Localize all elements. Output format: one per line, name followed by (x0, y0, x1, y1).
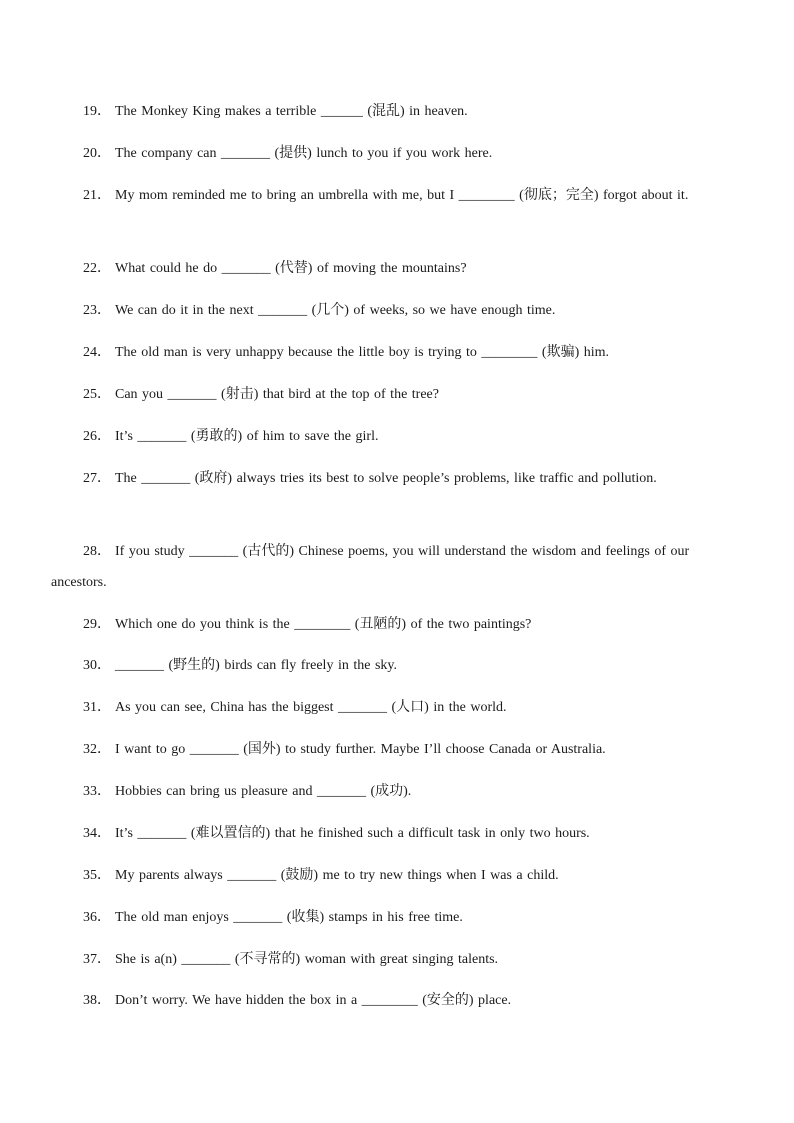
question-number: 33． (83, 784, 111, 799)
question-text: Which one do you think is the ________ (丑陋的) of the two paintings? (115, 617, 532, 632)
question-number: 31． (83, 700, 111, 715)
question-number: 19． (83, 104, 111, 119)
question-text: It’s _______ (难以置信的) that he finished such a difficult task in only two hours. (115, 826, 590, 841)
question-text: What could he do _______ (代替) of moving the mountains? (115, 261, 467, 276)
question-number: 21． (83, 188, 111, 203)
question-number: 24． (83, 345, 111, 360)
question-21 (51, 180, 696, 211)
question-text: If you study _______ (古代的) Chinese poems, you will understand the wisdom and feelings of our ancestors. (51, 544, 690, 590)
question-number: 22． (83, 261, 111, 276)
question-33 (51, 776, 696, 807)
question-26 (51, 421, 696, 452)
question-35 (51, 860, 696, 891)
question-number: 20． (83, 146, 111, 161)
question-text: The company can _______ (提供) lunch to you if you work here. (115, 146, 493, 161)
question-text: The old man enjoys _______ (收集) stamps in his free time. (115, 910, 463, 925)
question-text: Can you _______ (射击) that bird at the top of the tree? (115, 387, 439, 402)
question-36 (51, 902, 696, 933)
question-number: 28． (83, 544, 111, 559)
question-31 (51, 692, 696, 723)
question-number: 38． (83, 993, 111, 1008)
question-number: 26． (83, 429, 111, 444)
question-number: 36． (83, 910, 111, 925)
question-text: Hobbies can bring us pleasure and _______ (成功). (115, 784, 412, 799)
question-text: As you can see, China has the biggest _______ (人口) in the world. (115, 700, 507, 715)
question-text: _______ (野生的) birds can fly freely in the sky. (115, 658, 397, 673)
question-text: Don’t worry. We have hidden the box in a ________ (安全的) place. (115, 993, 512, 1008)
question-number: 32． (83, 742, 111, 757)
question-text: It’s _______ (勇敢的) of him to save the girl. (115, 429, 379, 444)
question-32 (51, 734, 696, 765)
question-text: My parents always _______ (鼓励) me to try new things when I was a child. (115, 868, 559, 883)
question-number: 30． (83, 658, 111, 673)
question-23 (51, 295, 696, 326)
question-28 (51, 536, 696, 598)
question-19 (51, 96, 696, 127)
question-38 (51, 985, 696, 1016)
question-number: 27． (83, 471, 111, 486)
question-25 (51, 379, 696, 410)
question-text: My mom reminded me to bring an umbrella with me, but I ________ (彻底；完全) forgot about it. (115, 188, 689, 203)
question-text: The Monkey King makes a terrible ______ (混乱) in heaven. (115, 104, 468, 119)
question-number: 23． (83, 303, 111, 318)
question-22 (51, 253, 696, 284)
question-20 (51, 138, 696, 169)
question-number: 25． (83, 387, 111, 402)
question-37 (51, 944, 696, 975)
question-text: I want to go _______ (国外) to study further. Maybe I’ll choose Canada or Australia. (115, 742, 606, 757)
question-text: We can do it in the next _______ (几个) of weeks, so we have enough time. (115, 303, 556, 318)
question-number: 35． (83, 868, 111, 883)
question-number: 37． (83, 952, 111, 967)
question-29 (51, 609, 696, 640)
question-text: The _______ (政府) always tries its best to solve people’s problems, like traffic and pollution. (115, 471, 657, 486)
question-30 (51, 650, 696, 681)
question-number: 34． (83, 826, 111, 841)
question-24 (51, 337, 696, 368)
question-text: She is a(n) _______ (不寻常的) woman with great singing talents. (115, 952, 499, 967)
question-27 (51, 463, 696, 494)
question-34 (51, 818, 696, 849)
question-text: The old man is very unhappy because the little boy is trying to ________ (欺骗) him. (115, 345, 610, 360)
question-number: 29． (83, 617, 111, 632)
